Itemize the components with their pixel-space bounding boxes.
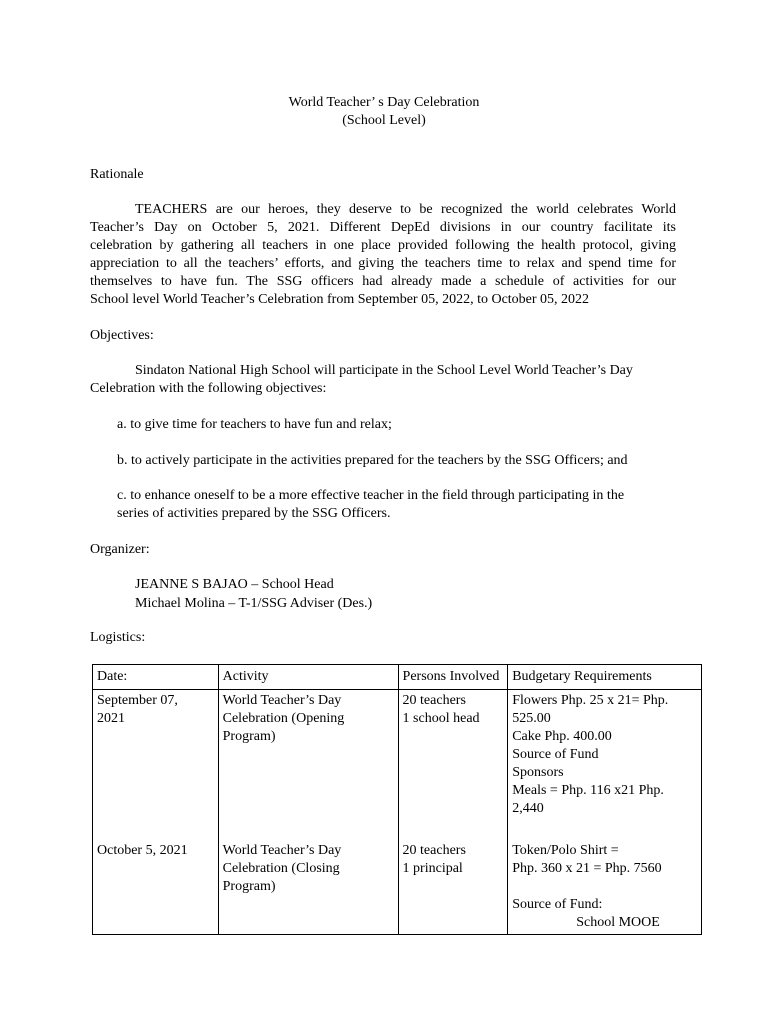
- organizer-name: Michael Molina – T-1/SSG Adviser (Des.): [135, 596, 373, 611]
- cell-text: 20 teachers: [402, 693, 466, 708]
- logistics-table: [92, 664, 702, 935]
- cell-text: World Teacher’s Day: [222, 693, 342, 708]
- cell-text: 1 principal: [402, 861, 463, 876]
- fund-label: Source of Fund:: [512, 897, 603, 912]
- cell-date: [93, 690, 219, 821]
- fund-value: School MOOE: [576, 915, 660, 930]
- table-row: [93, 690, 702, 821]
- cell-date: [93, 820, 219, 935]
- objective-text: b. to actively participate in the activities prepared for the teachers by the SSG Officers; and: [117, 453, 628, 468]
- objectives-intro: [90, 362, 676, 398]
- cell-text: September 07,: [97, 693, 178, 708]
- cell-persons: [398, 690, 508, 821]
- cell-text: 20 teachers: [402, 843, 466, 858]
- objective-item-b: [117, 452, 677, 470]
- objective-text: c. to enhance oneself to be a more effective teacher in the field through participating in the: [117, 488, 625, 503]
- column-header-persons: Persons Involved: [398, 665, 508, 690]
- rationale-line: celebration by gathering all teachers in one place provided following the health protocol, giving: [90, 238, 676, 253]
- cell-text: 1 school head: [402, 711, 480, 726]
- rationale-line: School level World Teacher’s Celebration from September 05, 2022, to October 05, 2022: [90, 292, 590, 307]
- cell-budget: [508, 820, 702, 935]
- cell-text: Php. 360 x 21 = Php. 7560: [512, 861, 662, 876]
- document-subtitle: (School Level): [342, 113, 426, 128]
- cell-activity: [218, 690, 398, 821]
- cell-text: 2021: [97, 711, 125, 726]
- organizer-heading: Organizer:: [90, 542, 150, 557]
- cell-text: Cake Php. 400.00: [512, 729, 612, 744]
- cell-text: 525.00: [512, 711, 551, 726]
- column-header-activity: Activity: [218, 665, 398, 690]
- cell-persons: [398, 820, 508, 935]
- cell-activity: [218, 820, 398, 935]
- cell-text: World Teacher’s Day: [222, 843, 342, 858]
- organizer-name: JEANNE S BAJAO – School Head: [135, 577, 334, 592]
- rationale-paragraph: [90, 201, 676, 309]
- cell-text: Celebration (Closing: [222, 861, 340, 876]
- column-header-date: Date:: [93, 665, 219, 690]
- cell-text: Flowers Php. 25 x 21= Php.: [512, 693, 669, 708]
- cell-text: Sponsors: [512, 765, 564, 780]
- rationale-heading: Rationale: [90, 167, 144, 182]
- logistics-heading: Logistics:: [90, 630, 146, 645]
- cell-text: October 5, 2021: [97, 843, 188, 858]
- document-title: World Teacher’ s Day Celebration: [288, 95, 480, 110]
- rationale-line: Teacher’s Day on October 5, 2021. Different DepEd divisions in our country facilitate its: [90, 220, 676, 235]
- cell-budget: [508, 690, 702, 821]
- cell-text: Token/Polo Shirt =: [512, 843, 619, 858]
- rationale-line: TEACHERS are our heroes, they deserve to be recognized the world celebrates World: [135, 202, 676, 217]
- objectives-intro-line: Sindaton National High School will participate in the School Level World Teacher’s Day: [135, 363, 633, 378]
- cell-text: Program): [222, 729, 276, 744]
- objectives-intro-line: Celebration with the following objectives:: [90, 381, 327, 396]
- cell-text: Meals = Php. 116 x21 Php.: [512, 783, 664, 798]
- objective-item-c: [117, 487, 677, 523]
- organizer-list: [135, 575, 372, 613]
- rationale-line: appreciation to all the teachers’ efforts, and giving the teachers time to relax and spend time for: [90, 256, 676, 271]
- cell-text: Source of Fund: [512, 747, 599, 762]
- column-header-budget: Budgetary Requirements: [508, 665, 702, 690]
- cell-text: Program): [222, 879, 276, 894]
- rationale-line: themselves to have fun. The SSG officers had already made a schedule of activities for our: [90, 274, 676, 289]
- cell-spacer: [512, 878, 697, 896]
- cell-text: 2,440: [512, 801, 544, 816]
- objective-text: series of activities prepared by the SSG Officers.: [117, 506, 391, 521]
- cell-text: Celebration (Opening: [222, 711, 345, 726]
- objective-item-a: [117, 416, 677, 434]
- table-row: [93, 820, 702, 935]
- objectives-heading: Objectives:: [90, 328, 154, 343]
- objective-text: a. to give time for teachers to have fun and relax;: [117, 417, 392, 432]
- table-header-row: [93, 665, 702, 690]
